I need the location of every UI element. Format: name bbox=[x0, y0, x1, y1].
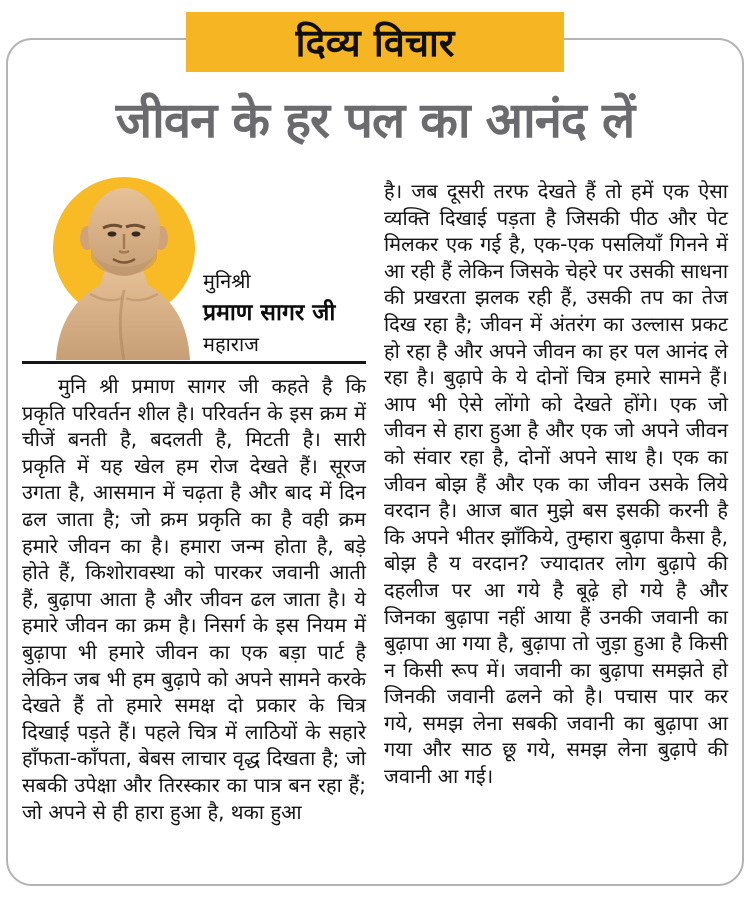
author-suffix: महाराज bbox=[203, 332, 259, 356]
masthead-banner bbox=[186, 12, 564, 72]
left-column bbox=[22, 172, 366, 825]
page-title: जीवन के हर पल का आनंद लें bbox=[115, 92, 635, 149]
column-divider-rule bbox=[22, 361, 366, 364]
author-prefix: मुनिश्री bbox=[203, 269, 251, 293]
article-text-right: है। जब दूसरी तरफ देखते हैं तो हमें एक ऐसा व्यक्ति दिखाई पड़ता है जिसकी पीठ और पेट मिलकर एक गई है, एक-एक पसलियाँ गिनने में आ रही हैं लेकिन जिसके चेहरे पर उसकी साधना की प्रखरता झलक रही हैं, उसकी तप का तेज दिख रहा है; जीवन में अंतरंग का उल्लास प्रकट हो रहा है और अपने जीवन का हर पल आनंद ले रहा है। बुढ़ापे के ये दोनों चित्र हमारे सामने हैं। आप भी ऐसे लोंगो को देखते होंगे। एक जो जीवन से हारा हुआ है और एक जो अपने जीवन को संवार रहा है, दोनों अपने साथ है। एक का जीवन बोझ हैं और एक का जीवन उसके लिये वरदान है। आज बात मुझे बस इसकी करनी है कि अपने भीतर झाँकिये, तुम्हारा बुढ़ापा कैसा है, बोझ है य वरदान? ज्यादातर लोग बुढ़ापे की दहलीज पर आ गये है बूढ़े हो गये है और जिनका बुढ़ापा नहीं आया हैं उनकी जवानी का बुढ़ापा आ गया है, बुढ़ापा तो जुड़ा हुआ है किसी न किसी रूप में। जवानी का बुढ़ापा समझते हो जिनकी जवानी ढलने को है। पचास पार कर गये, समझ लेना सबकी जवानी का बुढ़ापा आ गया और साठ छू गये, समझ लेना बुढ़ापे की जवानी आ गई। bbox=[384, 179, 728, 789]
masthead-label: दिव्य विचार bbox=[295, 21, 455, 65]
article-body bbox=[22, 172, 728, 825]
right-column bbox=[384, 172, 728, 825]
author-name: प्रमाण सागर जी bbox=[203, 300, 336, 326]
author-photo bbox=[28, 172, 218, 360]
author-caption bbox=[203, 266, 335, 360]
author-block bbox=[22, 172, 366, 360]
article-text-left: मुनि श्री प्रमाण सागर जी कहते है कि प्रकृति परिवर्तन शील है। परिवर्तन के इस क्रम में चीजें बनती है, बदलती है, मिटती है। सारी प्रकृति में यह खेल हम रोज देखते हैं। सूरज उगता है, आसमान में चढ़ता है और बाद में दिन ढल जाता है; जो क्रम प्रकृति का है वही क्रम हमारे जीवन का है। हमारा जन्म होता है, बड़े होते हैं, किशोरावस्था को पारकर जवानी आती हैं, बुढ़ापा आता है और जीवन ढल जाता है। ये हमारे जीवन का क्रम है। निसर्ग के इस नियम में बुढ़ापा भी हमारे जीवन का एक बड़ा पार्ट है लेकिन जब भी हम बुढ़ापे को अपने सामने करके देखते हैं तो हमारे समक्ष दो प्रकार के चित्र दिखाई पड़ते हैं। पहले चित्र में लाठियों के सहारे हाँफता-काँपता, बेबस लाचार वृद्ध दिखता है; जो सबकी उपेक्षा और तिरस्कार का पात्र बन रहा हैं; जो अपने से ही हारा हुआ है, थका हुआ bbox=[22, 374, 366, 824]
